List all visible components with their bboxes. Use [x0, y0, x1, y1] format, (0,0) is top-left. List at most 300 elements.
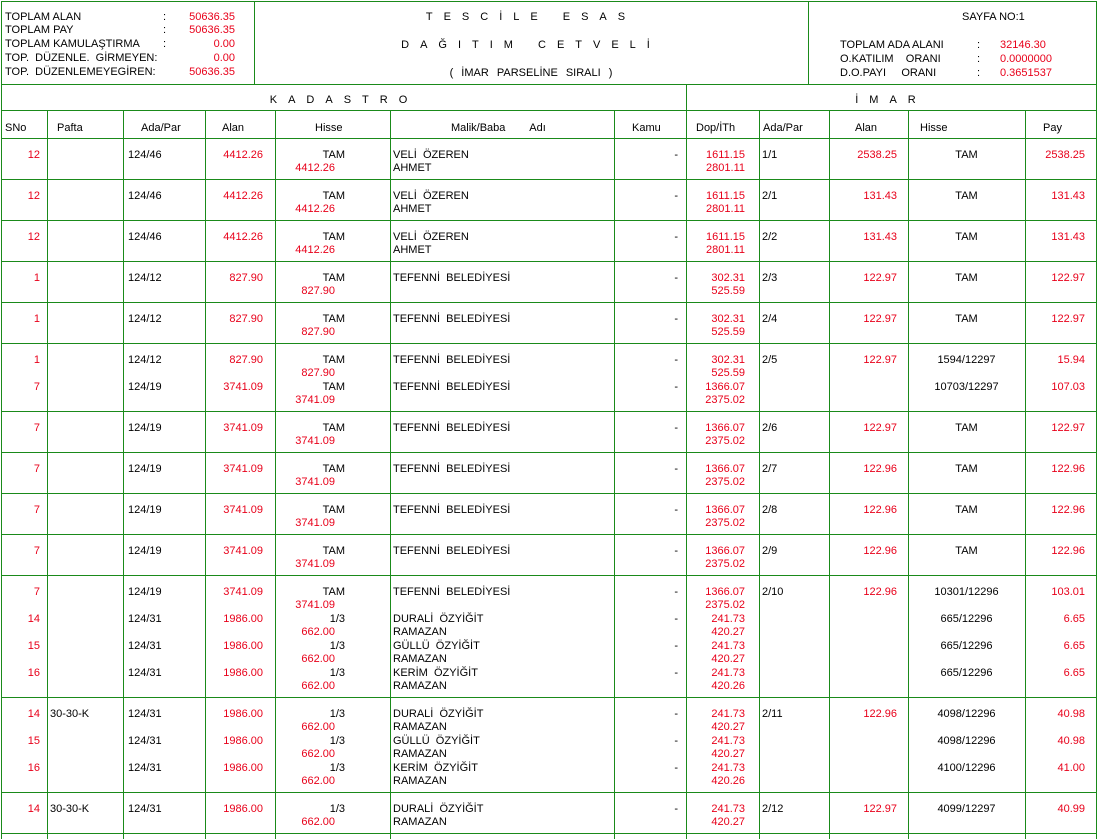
row-alan: 3741.09: [223, 422, 263, 434]
page-number: SAYFA NO:1: [962, 11, 1025, 23]
imar-adapar: 2/4: [762, 313, 778, 325]
row-malik: VELİ ÖZEREN: [393, 190, 469, 202]
grid-line: [254, 1, 255, 84]
row-adapar: 124/12: [128, 354, 162, 366]
row-hisse-area: 662.00: [301, 721, 335, 733]
row-adapar: 124/46: [128, 190, 162, 202]
row-kamu: -: [674, 463, 678, 475]
row-imar-hisse: 665/12296: [940, 613, 993, 625]
row-malik: TEFENNİ BELEDİYESİ: [393, 381, 511, 393]
row-sno: 15: [27, 735, 40, 747]
row-alan: 827.90: [229, 313, 263, 325]
imar-adapar: 1/1: [762, 149, 778, 161]
row-malik: VELİ ÖZEREN: [393, 149, 469, 161]
row-dop: 302.31: [711, 354, 745, 366]
col-sno: SNo: [5, 122, 27, 134]
row-hisse: TAM: [322, 190, 345, 202]
row-hisse-area: 3741.09: [295, 599, 335, 611]
row-dop-ith: 2375.02: [705, 394, 745, 406]
imar-alan: 122.96: [863, 504, 897, 516]
imar-pay: 131.43: [1051, 231, 1085, 243]
grid-line: [1, 833, 1097, 834]
row-baba: RAMAZAN: [393, 653, 447, 665]
row-adapar: 124/31: [128, 735, 162, 747]
row-hisse-area: 3741.09: [295, 517, 335, 529]
value-top-duzenle-girmeyen: 0.00: [213, 52, 235, 64]
row-dop-ith: 420.27: [711, 653, 745, 665]
row-sno: 7: [33, 422, 40, 434]
value-top-duzenlemeyegiren: 50636.35: [189, 66, 235, 78]
title-line1: TESCİLE ESAS: [425, 11, 637, 23]
label-do-payi: D.O.PAYI ORANI: [840, 67, 937, 79]
imar-alan: 122.96: [863, 545, 897, 557]
row-imar-hisse: 10301/12296: [934, 586, 999, 598]
grid-line: [1, 302, 1097, 303]
row-malik: DURALİ ÖZYİĞİT: [393, 803, 484, 815]
value-toplam-alan: 50636.35: [189, 11, 235, 23]
row-pay: 41.00: [1057, 762, 1085, 774]
row-dop: 241.73: [711, 762, 745, 774]
row-pay: 103.01: [1051, 586, 1085, 598]
row-sno: 7: [33, 381, 40, 393]
row-hisse-area: 4412.26: [295, 162, 335, 174]
row-hisse-area: 3741.09: [295, 558, 335, 570]
imar-hisse: TAM: [955, 545, 978, 557]
row-malik: TEFENNİ BELEDİYESİ: [393, 313, 511, 325]
row-dop-ith: 420.27: [711, 721, 745, 733]
row-hisse-area: 827.90: [301, 285, 335, 297]
row-adapar: 124/19: [128, 463, 162, 475]
grid-line: [1, 534, 1097, 535]
row-dop: 1366.07: [705, 381, 745, 393]
row-malik: TEFENNİ BELEDİYESİ: [393, 463, 511, 475]
imar-alan: 2538.25: [857, 149, 897, 161]
row-adapar: 124/31: [128, 803, 162, 815]
imar-pay: 2538.25: [1045, 149, 1085, 161]
row-hisse-area: 662.00: [301, 775, 335, 787]
imar-hisse: TAM: [955, 190, 978, 202]
row-adapar: 124/31: [128, 667, 162, 679]
row-kamu: -: [674, 640, 678, 652]
imar-alan: 122.97: [863, 354, 897, 366]
row-dop-ith: 420.26: [711, 680, 745, 692]
imar-adapar: 2/12: [762, 803, 784, 815]
row-imar-hisse: 10703/12297: [934, 381, 999, 393]
row-kamu: -: [674, 708, 678, 720]
row-adapar: 124/31: [128, 640, 162, 652]
row-baba: AHMET: [393, 203, 432, 215]
imar-alan: 122.96: [863, 586, 897, 598]
row-pay: 6.65: [1063, 613, 1085, 625]
row-kamu: -: [674, 313, 678, 325]
row-alan: 1986.00: [223, 708, 263, 720]
row-hisse-area: 4412.26: [295, 203, 335, 215]
row-alan: 3741.09: [223, 463, 263, 475]
imar-adapar: 2/7: [762, 463, 778, 475]
row-dop: 241.73: [711, 735, 745, 747]
row-sno: 7: [33, 586, 40, 598]
grid-line: [808, 1, 809, 84]
imar-hisse: TAM: [955, 463, 978, 475]
row-kamu: -: [674, 190, 678, 202]
imar-adapar: 2/9: [762, 545, 778, 557]
row-baba: RAMAZAN: [393, 775, 447, 787]
row-sno: 14: [27, 803, 40, 815]
col-dop: Dop/İTh: [696, 122, 736, 134]
row-hisse: 1/3: [329, 762, 345, 774]
row-malik: TEFENNİ BELEDİYESİ: [393, 545, 511, 557]
row-alan: 827.90: [229, 272, 263, 284]
imar-pay: 122.97: [1051, 272, 1085, 284]
row-hisse: TAM: [322, 354, 345, 366]
row-baba: RAMAZAN: [393, 748, 447, 760]
row-malik: GÜLLÜ ÖZYİĞİT: [393, 735, 480, 747]
row-imar-hisse: 4098/12296: [937, 735, 996, 747]
row-dop-ith: 2375.02: [705, 476, 745, 488]
label-top-duzenle-girmeyen: TOP. DÜZENLE. GİRMEYEN:: [5, 52, 158, 64]
row-dop-ith: 420.27: [711, 816, 745, 828]
row-alan: 1986.00: [223, 762, 263, 774]
row-dop: 241.73: [711, 667, 745, 679]
value-o-katilim: 0.0000000: [1000, 53, 1052, 65]
col-imar-alan: Alan: [855, 122, 878, 134]
col-alan: Alan: [222, 122, 245, 134]
row-hisse-area: 3741.09: [295, 476, 335, 488]
row-dop-ith: 2375.02: [705, 517, 745, 529]
imar-adapar: 2/3: [762, 272, 778, 284]
row-kamu: -: [674, 422, 678, 434]
row-sno: 1: [33, 354, 40, 366]
col-kamu: Kamu: [632, 122, 661, 134]
row-alan: 4412.26: [223, 149, 263, 161]
row-adapar: 124/12: [128, 313, 162, 325]
section-kadastro: KADASTRO: [269, 94, 419, 106]
row-alan: 4412.26: [223, 231, 263, 243]
row-adapar: 124/31: [128, 762, 162, 774]
row-adapar: 124/12: [128, 272, 162, 284]
row-kamu: -: [674, 803, 678, 815]
imar-hisse: TAM: [955, 504, 978, 516]
row-pafta: 30-30-K: [50, 803, 90, 815]
imar-adapar: 2/5: [762, 354, 778, 366]
grid-line: [1, 84, 1097, 85]
row-baba: AHMET: [393, 162, 432, 174]
row-sno: 1: [33, 272, 40, 284]
grid-line: [1, 411, 1097, 412]
row-dop-ith: 420.27: [711, 748, 745, 760]
grid-line: [1, 452, 1097, 453]
row-hisse: TAM: [322, 149, 345, 161]
row-hisse: TAM: [322, 381, 345, 393]
row-malik: TEFENNİ BELEDİYESİ: [393, 586, 511, 598]
row-adapar: 124/19: [128, 422, 162, 434]
row-sno: 7: [33, 504, 40, 516]
row-hisse: TAM: [322, 504, 345, 516]
imar-adapar: 2/10: [762, 586, 784, 598]
row-dop: 1366.07: [705, 422, 745, 434]
imar-hisse: TAM: [955, 272, 978, 284]
row-malik: GÜLLÜ ÖZYİĞİT: [393, 640, 480, 652]
row-hisse-area: 827.90: [301, 326, 335, 338]
row-pay: 15.94: [1057, 354, 1085, 366]
row-pay: 107.03: [1051, 381, 1085, 393]
row-dop-ith: 525.59: [711, 285, 745, 297]
row-dop: 1611.15: [706, 190, 745, 202]
row-hisse: TAM: [322, 313, 345, 325]
row-kamu: -: [674, 381, 678, 393]
row-adapar: 124/31: [128, 613, 162, 625]
row-kamu: -: [674, 613, 678, 625]
row-alan: 3741.09: [223, 586, 263, 598]
title-line2: DAĞITIM CETVELİ: [401, 39, 661, 51]
col-imar-adapar: Ada/Par: [763, 122, 803, 134]
row-kamu: -: [674, 354, 678, 366]
row-malik: TEFENNİ BELEDİYESİ: [393, 272, 511, 284]
row-alan: 1986.00: [223, 735, 263, 747]
row-alan: 3741.09: [223, 504, 263, 516]
label-o-katilim: O.KATILIM ORANI: [840, 53, 941, 65]
row-dop: 1366.07: [705, 504, 745, 516]
grid-line: [1, 792, 1097, 793]
value-toplam-ada-alani: 32146.30: [1000, 39, 1046, 51]
imar-pay: 122.97: [1051, 422, 1085, 434]
row-hisse-area: 827.90: [301, 367, 335, 379]
row-hisse-area: 662.00: [301, 816, 335, 828]
row-hisse-area: 662.00: [301, 748, 335, 760]
row-hisse: TAM: [322, 586, 345, 598]
grid-line: [1, 1, 1097, 2]
row-baba: AHMET: [393, 244, 432, 256]
row-hisse: 1/3: [329, 667, 345, 679]
imar-hisse: TAM: [955, 149, 978, 161]
row-dop-ith: 420.26: [711, 775, 745, 787]
row-hisse: TAM: [322, 422, 345, 434]
row-hisse-area: 3741.09: [295, 394, 335, 406]
col-malik: Malik/Baba Adı: [451, 122, 546, 134]
row-dop-ith: 2801.11: [706, 203, 745, 215]
row-malik: DURALİ ÖZYİĞİT: [393, 613, 484, 625]
row-dop-ith: 2375.02: [705, 558, 745, 570]
imar-alan: 131.43: [863, 190, 897, 202]
imar-alan: 122.97: [863, 272, 897, 284]
row-malik: VELİ ÖZEREN: [393, 231, 469, 243]
imar-hisse: TAM: [955, 422, 978, 434]
col-pafta: Pafta: [57, 122, 83, 134]
row-dop: 241.73: [711, 708, 745, 720]
imar-hisse: TAM: [955, 231, 978, 243]
row-pay: 40.99: [1057, 803, 1085, 815]
row-kamu: -: [674, 762, 678, 774]
imar-pay: 122.96: [1051, 545, 1085, 557]
value-do-payi: 0.3651537: [1000, 67, 1052, 79]
row-adapar: 124/46: [128, 231, 162, 243]
row-imar-hisse: 4098/12296: [937, 708, 996, 720]
row-imar-hisse: 665/12296: [940, 640, 993, 652]
label-toplam-pay: TOPLAM PAY: [5, 24, 74, 36]
grid-line: [1, 493, 1097, 494]
row-baba: RAMAZAN: [393, 721, 447, 733]
row-alan: 1986.00: [223, 640, 263, 652]
row-kamu: -: [674, 545, 678, 557]
grid-line: [1, 697, 1097, 698]
row-hisse-area: 4412.26: [295, 244, 335, 256]
col-adapar: Ada/Par: [141, 122, 181, 134]
row-imar-hisse: 665/12296: [940, 667, 993, 679]
label-toplam-kamulastirma: TOPLAM KAMULAŞTIRMA: [5, 38, 140, 50]
imar-alan: 122.97: [863, 422, 897, 434]
col-hisse: Hisse: [315, 122, 343, 134]
row-dop-ith: 2375.02: [705, 435, 745, 447]
value-toplam-pay: 50636.35: [189, 24, 235, 36]
row-dop: 1366.07: [705, 545, 745, 557]
row-adapar: 124/19: [128, 545, 162, 557]
grid-line: [1096, 1, 1097, 839]
row-hisse: TAM: [322, 463, 345, 475]
grid-line: [1, 138, 1097, 139]
row-dop: 1611.15: [706, 231, 745, 243]
row-kamu: -: [674, 149, 678, 161]
row-hisse: 1/3: [329, 640, 345, 652]
row-dop-ith: 525.59: [711, 367, 745, 379]
row-sno: 14: [27, 708, 40, 720]
row-hisse: 1/3: [329, 735, 345, 747]
row-dop: 241.73: [711, 640, 745, 652]
row-kamu: -: [674, 586, 678, 598]
row-dop: 241.73: [711, 803, 745, 815]
grid-line: [1, 110, 1097, 111]
imar-alan: 131.43: [863, 231, 897, 243]
row-malik: DURALİ ÖZYİĞİT: [393, 708, 484, 720]
row-alan: 4412.26: [223, 190, 263, 202]
row-sno: 12: [27, 231, 40, 243]
row-sno: 16: [27, 762, 40, 774]
row-pay: 40.98: [1057, 735, 1085, 747]
row-kamu: -: [674, 667, 678, 679]
row-sno: 12: [27, 149, 40, 161]
row-pay: 40.98: [1057, 708, 1085, 720]
row-adapar: 124/19: [128, 504, 162, 516]
row-hisse-area: 662.00: [301, 653, 335, 665]
row-dop: 302.31: [711, 272, 745, 284]
row-sno: 1: [33, 313, 40, 325]
row-dop: 241.73: [711, 613, 745, 625]
row-hisse: 1/3: [329, 803, 345, 815]
row-hisse: 1/3: [329, 613, 345, 625]
row-malik: KERİM ÖZYİĞİT: [393, 762, 478, 774]
imar-adapar: 2/11: [762, 708, 783, 720]
row-alan: 1986.00: [223, 613, 263, 625]
row-malik: KERİM ÖZYİĞİT: [393, 667, 478, 679]
grid-line: [1, 343, 1097, 344]
row-sno: 12: [27, 190, 40, 202]
row-hisse: TAM: [322, 272, 345, 284]
row-hisse: 1/3: [329, 708, 345, 720]
row-alan: 3741.09: [223, 381, 263, 393]
row-dop: 1366.07: [705, 586, 745, 598]
row-dop-ith: 2801.11: [706, 162, 745, 174]
imar-adapar: 2/8: [762, 504, 778, 516]
row-hisse-area: 662.00: [301, 626, 335, 638]
row-dop-ith: 420.27: [711, 626, 745, 638]
grid-line: [1, 261, 1097, 262]
row-hisse-area: 662.00: [301, 680, 335, 692]
row-pafta: 30-30-K: [50, 708, 90, 720]
value-toplam-kamulastirma: 0.00: [213, 38, 235, 50]
row-dop: 1611.15: [706, 149, 745, 161]
row-kamu: -: [674, 504, 678, 516]
imar-hisse: TAM: [955, 313, 978, 325]
row-adapar: 124/19: [128, 381, 162, 393]
imar-adapar: 2/2: [762, 231, 778, 243]
imar-alan: 122.96: [863, 463, 897, 475]
row-hisse: TAM: [322, 231, 345, 243]
row-kamu: -: [674, 272, 678, 284]
row-baba: RAMAZAN: [393, 626, 447, 638]
grid-line: [1, 575, 1097, 576]
row-alan: 1986.00: [223, 667, 263, 679]
grid-line: [1, 179, 1097, 180]
label-toplam-ada-alani: TOPLAM ADA ALANI: [840, 39, 944, 51]
row-dop-ith: 525.59: [711, 326, 745, 338]
row-dop-ith: 2801.11: [706, 244, 745, 256]
row-malik: TEFENNİ BELEDİYESİ: [393, 504, 511, 516]
label-toplam-alan: TOPLAM ALAN: [5, 11, 82, 23]
col-pay: Pay: [1043, 122, 1062, 134]
row-kamu: -: [674, 231, 678, 243]
row-sno: 14: [27, 613, 40, 625]
row-sno: 15: [27, 640, 40, 652]
row-baba: RAMAZAN: [393, 680, 447, 692]
row-kamu: -: [674, 735, 678, 747]
row-malik: TEFENNİ BELEDİYESİ: [393, 354, 511, 366]
row-pay: 6.65: [1063, 667, 1085, 679]
row-sno: 16: [27, 667, 40, 679]
row-imar-hisse: 4100/12296: [937, 762, 996, 774]
row-adapar: 124/19: [128, 586, 162, 598]
row-hisse-area: 3741.09: [295, 435, 335, 447]
imar-pay: 122.96: [1051, 504, 1085, 516]
imar-alan: 122.97: [863, 803, 897, 815]
row-pay: 6.65: [1063, 640, 1085, 652]
row-alan: 1986.00: [223, 803, 263, 815]
imar-pay: 122.97: [1051, 313, 1085, 325]
row-dop-ith: 2375.02: [705, 599, 745, 611]
row-alan: 3741.09: [223, 545, 263, 557]
row-dop: 302.31: [711, 313, 745, 325]
grid-line: [1, 220, 1097, 221]
title-line3: ( İMAR PARSELİNE SIRALI ): [449, 67, 613, 79]
row-dop: 1366.07: [705, 463, 745, 475]
imar-pay: 131.43: [1051, 190, 1085, 202]
row-malik: TEFENNİ BELEDİYESİ: [393, 422, 511, 434]
row-adapar: 124/31: [128, 708, 162, 720]
imar-pay: 122.96: [1051, 463, 1085, 475]
row-sno: 7: [33, 545, 40, 557]
row-sno: 7: [33, 463, 40, 475]
imar-alan: 122.96: [863, 708, 897, 720]
col-imar-hisse: Hisse: [920, 122, 948, 134]
imar-alan: 122.97: [863, 313, 897, 325]
row-adapar: 124/46: [128, 149, 162, 161]
imar-adapar: 2/1: [762, 190, 778, 202]
row-alan: 827.90: [229, 354, 263, 366]
row-hisse: TAM: [322, 545, 345, 557]
label-top-duzenlemeyegiren: TOP. DÜZENLEMEYEGİREN:: [5, 66, 156, 78]
imar-adapar: 2/6: [762, 422, 778, 434]
row-imar-hisse: 1594/12297: [937, 354, 996, 366]
row-baba: RAMAZAN: [393, 816, 447, 828]
section-imar: İMAR: [855, 94, 927, 106]
